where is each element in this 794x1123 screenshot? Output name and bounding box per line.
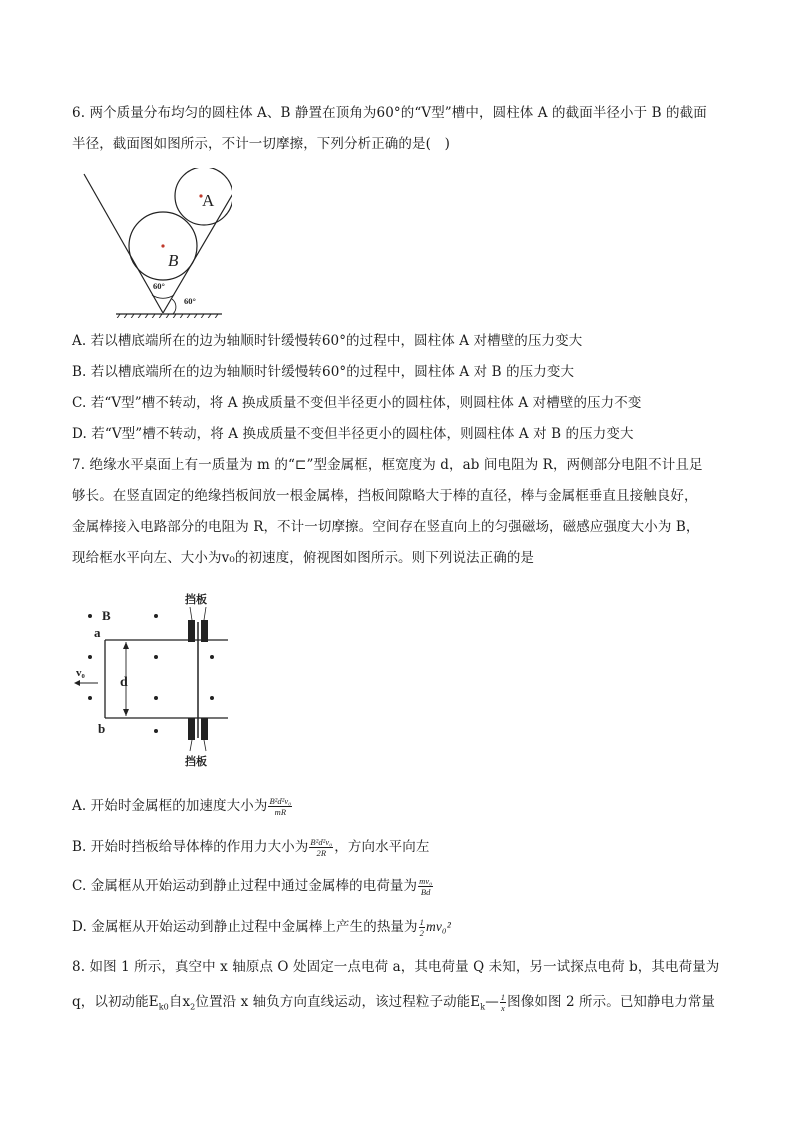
label-b-corner: b: [98, 721, 106, 736]
baffle-bottom-right: [201, 718, 208, 740]
baffle-top-left: [188, 620, 195, 642]
baffle-label-bottom: 挡板: [185, 756, 207, 768]
q7-stem-line4: 现给框水平向左、大小为v₀的初速度，俯视图如图所示。则下列说法正确的是: [72, 550, 535, 566]
baffle-top-right: [201, 620, 208, 642]
label-a: A: [202, 191, 215, 210]
label-b: B: [168, 251, 179, 270]
q7-stem-line3: 金属棒接入电路部分的电阻为 R，不计一切摩擦。空间存在竖直向上的匀强磁场，磁感应强度大小为 B，: [72, 519, 700, 535]
field-dots: [88, 614, 214, 733]
baffle-bottom-left: [188, 718, 195, 740]
q6-option-c: C. 若“V型”槽不转动，将 A 换成质量不变但半径更小的圆柱体，则圆柱体 A 对槽壁的压力不变: [72, 395, 642, 411]
q6-option-b: B. 若以槽底端所在的边为轴顺时针缓慢转60°的过程中，圆柱体 A 对 B 的压力变大: [72, 364, 575, 380]
q7-option-c: C. 金属框从开始运动到静止过程中通过金属棒的电荷量为 $\frac{\text{mv₀}}{Bd}$: [72, 876, 433, 897]
q7-option-a: A. 开始时金属框的加速度大小为 $\frac{\text{B²d²v₀}}{mR}$: [72, 796, 292, 817]
q6-option-d: D. 若“V型”槽不转动，将 A 换成质量不变但半径更小的圆柱体，则圆柱体 A 对 B 的压力变大: [72, 426, 634, 442]
q7-stem-line2: 够长。在竖直固定的绝缘挡板间放一根金属棒，挡板间隙略大于棒的直径，棒与金属框垂直且接触良好，: [72, 488, 698, 504]
q6-option-a: A. 若以槽底端所在的边为轴顺时针缓慢转60°的过程中，圆柱体 A 对槽壁的压力变大: [72, 333, 583, 349]
label-a-corner: a: [94, 625, 101, 640]
label-d: d: [120, 675, 128, 690]
q7-stem-line1: 7. 绝缘水平桌面上有一质量为 m 的“⊏”型金属框，框宽度为 d，ab 间电阻为 R，两侧部分电阻不计且足: [72, 457, 703, 473]
label-b-field: B: [102, 608, 111, 623]
q7-option-d: D. 金属框从开始运动到静止过程中金属棒上产生的热量为 $\frac{1}{2}$ mv₀²: [72, 917, 451, 938]
v-groove-figure: [72, 168, 232, 318]
baffle-label-top: 挡板: [185, 594, 207, 606]
angle-label-1: 60°: [153, 281, 165, 291]
metal-frame-figure: [72, 590, 242, 770]
q6-stem-line1: 6. 两个质量分布均匀的圆柱体 A、B 静置在顶角为60°的“V型”槽中，圆柱体 A 的截面半径小于 B 的截面: [72, 105, 707, 121]
q8-stem-line2: q，以初动能$E_{k0}$自$x_2$位置沿 x 轴负方向直线运动，该过程粒子动能$E_k—$ $\frac{1}{x}$ 图像如图 2 所示。已知静电力常量: [72, 992, 716, 1013]
q6-stem-line2: 半径，截面图如图所示，不计一切摩擦，下列分析正确的是( ): [72, 136, 450, 152]
label-v0: v₀: [76, 667, 85, 679]
q8-stem-line1: 8. 如图 1 所示，真空中 x 轴原点 O 处固定一点电荷 a，其电荷量 Q 未知，另一试探点电荷 b，其电荷量为: [72, 959, 720, 975]
ground-hatching: [116, 314, 218, 318]
angle-label-2: 60°: [184, 296, 196, 306]
q7-option-b: B. 开始时挡板给导体棒的作用力大小为 $\frac{\text{B²d²v₀}}{2R}$ ，方向水平向左: [72, 837, 430, 858]
